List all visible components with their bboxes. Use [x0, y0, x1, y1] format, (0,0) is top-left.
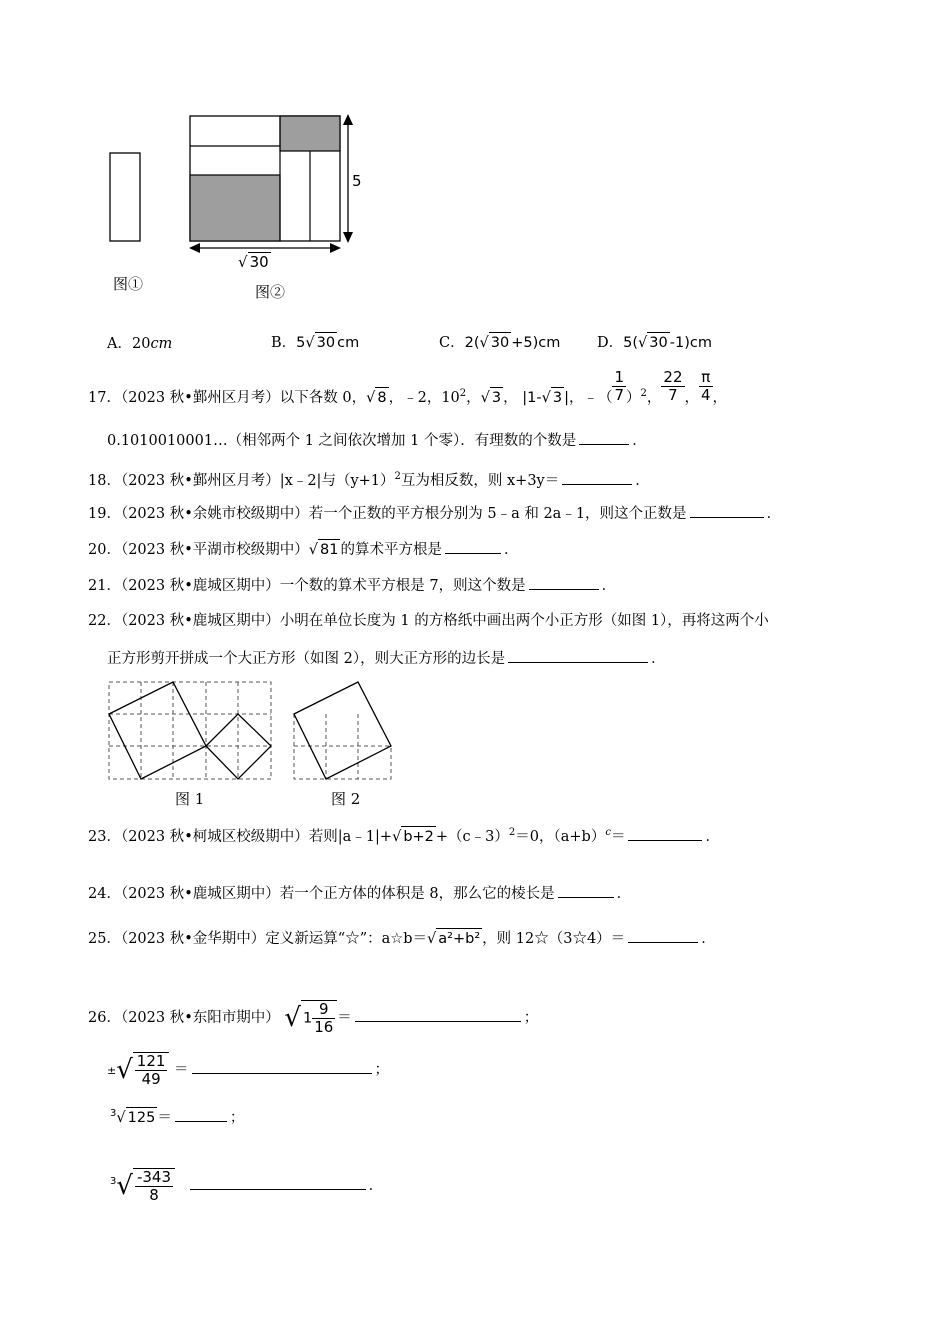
fig2-shaded-large	[190, 175, 280, 241]
q22-fig2-caption: 图 2	[331, 790, 361, 808]
q22-figure1	[108, 681, 273, 781]
fig1-caption: 图①	[113, 275, 144, 293]
q23: 23．（2023 秋•柯城区校级期中）若则|a﹣1|+√ b+2 +（c﹣3）$^2$＝0，$(a+b)^c=$ ．	[88, 827, 720, 845]
q17-line2: 0.1010010001…（相邻两个 1 之间依次增加 1 个零）．有理数的个数是 ．	[107, 430, 647, 451]
fig2-caption: 图②	[255, 283, 286, 301]
q26-line1: 26．（2023 秋•东阳市期中） √ 1 $\frac{9}{16}$ ＝ ；	[88, 1000, 539, 1036]
q19-answer-blank[interactable]	[690, 503, 764, 518]
width-label: √ 30	[238, 253, 269, 271]
q18-answer-blank[interactable]	[562, 470, 632, 485]
q26-line3: $^3$√ 125 ＝ ；	[110, 1108, 245, 1126]
q21-answer-blank[interactable]	[529, 575, 599, 590]
q24: 24．（2023 秋•鹿城区期中）若一个正方体的体积是 8，那么它的棱长是 ．	[88, 883, 631, 904]
q17-answer-blank[interactable]	[579, 430, 629, 445]
option-b[interactable]: B．5√ 30 cm	[271, 332, 359, 353]
q21: 21．（2023 秋•鹿城区期中）一个数的算术平方根是 7，则这个数是 ．	[88, 575, 616, 596]
q26-line2: ±√ $\frac{121}{49}$ ＝ ；	[107, 1052, 390, 1088]
q25-answer-blank[interactable]	[628, 928, 698, 943]
q23-answer-blank[interactable]	[628, 826, 702, 841]
q19: 19．（2023 秋•余姚市校级期中）若一个正数的平方根分别为 5﹣a 和 2a﹣1，则这个正数是 ．	[88, 503, 781, 524]
q17-line1: 17．（2023 秋•鄞州区月考）以下各数 0，√ 8 ，﹣2，$10^2$，√ 3 ， |1-√ 3 |，﹣（ $\frac{1}{7}$ ）$^2$， $\frac{22}{7}$ ， $\frac{\pi}{4}$ ，	[88, 368, 728, 406]
q26-answer-blank-2[interactable]	[192, 1059, 372, 1074]
q22-answer-blank[interactable]	[508, 648, 648, 663]
q22-small-square-1	[109, 682, 206, 779]
q26-answer-blank-3[interactable]	[175, 1107, 227, 1122]
q18: 18．（2023 秋•鄞州区月考）|x﹣2|与$(y+1)^2$互为相反数，则 x+3y＝ ．	[88, 471, 650, 489]
q22-line1: 22．（2023 秋•鹿城区期中）小明在单位长度为 1 的方格纸中画出两个小正方形（如图 1），再将这两个小	[88, 613, 769, 629]
q22-figure2	[293, 681, 398, 781]
q26-answer-blank-1[interactable]	[355, 1007, 521, 1022]
fig2-shaded-small	[280, 116, 340, 151]
q25: 25．（2023 秋•金华期中）定义新运算“☆”：a☆b＝√ a²+b² ，则 12☆（3☆4）＝ ．	[88, 928, 716, 949]
height-label: 5	[352, 172, 362, 190]
fig1-rect	[110, 153, 140, 241]
q22-line2: 正方形剪开拼成一个大正方形（如图 2），则大正方形的边长是 ．	[107, 648, 666, 669]
q24-answer-blank[interactable]	[558, 883, 614, 898]
q20: 20．（2023 秋•平湖市校级期中）√ 81 的算术平方根是 ．	[88, 539, 518, 560]
option-a[interactable]: A．20cm	[107, 336, 173, 352]
q26-answer-blank-4[interactable]	[190, 1175, 366, 1190]
q22-fig1-caption: 图 1	[175, 790, 205, 808]
q20-answer-blank[interactable]	[445, 539, 501, 554]
q26-line4: $^3$√ $\frac{-343}{8}$ ．	[110, 1168, 384, 1204]
q16-options	[107, 334, 172, 354]
option-c[interactable]: C．2(√ 30 +5)cm	[439, 332, 560, 353]
q22-big-square	[294, 682, 391, 779]
option-d[interactable]: D．5(√ 30 -1)cm	[597, 332, 712, 353]
